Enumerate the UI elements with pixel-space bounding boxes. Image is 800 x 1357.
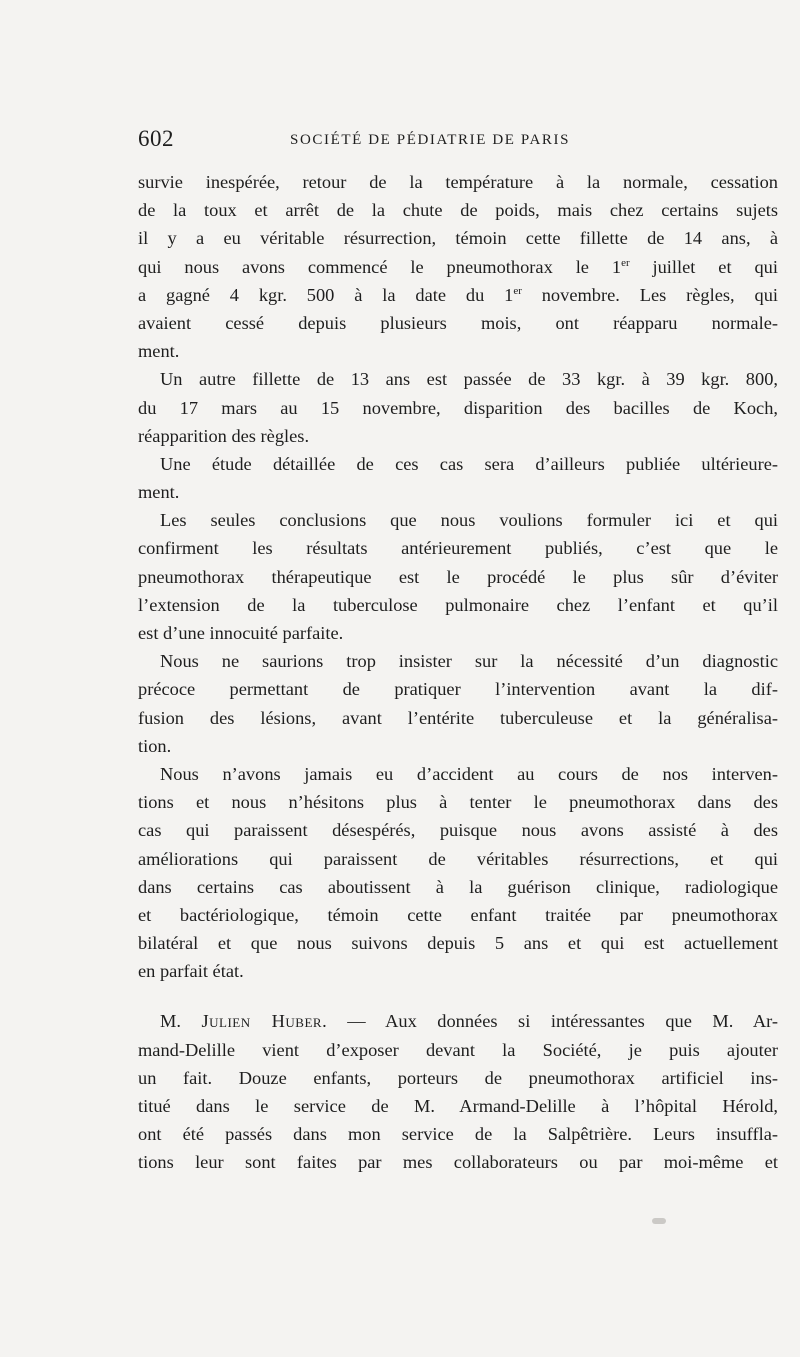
text-line: confirment les résultats antérieurement publiés, c’est que le: [138, 538, 778, 559]
text-line: ment.: [138, 482, 180, 503]
text-run: . — Aux données si intéressantes que M. Ar-: [322, 1011, 778, 1032]
page-number: 602: [138, 126, 174, 151]
ink-smudge: [652, 1218, 666, 1224]
text-line: est d’une innocuité parfaite.: [138, 623, 344, 643]
text-line: de la toux et arrêt de la chute de poids, mais chez certains sujets: [138, 200, 778, 221]
text-line: précoce permettant de pratiquer l’intervention avant la dif-: [138, 679, 778, 700]
text-line: un fait. Douze enfants, porteurs de pneumothorax artificiel ins-: [138, 1067, 778, 1088]
text-line: ment.: [138, 341, 180, 362]
text-line: dans certains cas aboutissent à la guérison clinique, radiologique: [138, 876, 778, 897]
text-run: juillet et qui: [629, 256, 778, 277]
text-line: survie inespérée, retour de la température à la normale, cessation: [138, 172, 778, 192]
paragraph-gap: [138, 985, 778, 1007]
text-line: mand-Delille vient d’exposer devant la Société, je puis ajouter: [138, 1039, 778, 1060]
text-line: Nous n’avons jamais eu d’accident au cours de nos interven-: [160, 763, 778, 784]
body-text: [138, 168, 778, 1177]
text-line: Les seules conclusions que nous voulions formuler ici et qui: [160, 510, 778, 531]
text-line: et bactériologique, témoin cette enfant traitée par pneumothorax: [138, 904, 778, 925]
text-line: en parfait état.: [138, 961, 244, 982]
text-line: l’extension de la tuberculose pulmonaire chez l’enfant et qu’il: [138, 594, 778, 615]
text-line: améliorations qui paraissent de véritables résurrections, et qui: [138, 848, 778, 869]
text-run: M.: [160, 1011, 202, 1032]
running-title: SOCIÉTÉ DE PÉDIATRIE DE PARIS: [290, 132, 571, 148]
superscript: er: [621, 256, 630, 269]
speaker-name: Julien Huber: [201, 1011, 323, 1032]
text-line: réapparition des règles.: [138, 425, 310, 446]
page-header: [138, 126, 778, 156]
text-line: Nous ne saurions trop insister sur la nécessité d’un diagnostic: [160, 651, 778, 672]
text-line: [138, 1007, 778, 1035]
text-line: avaient cessé depuis plusieurs mois, ont réapparu normale-: [138, 312, 778, 333]
text-line: [138, 253, 778, 281]
text-line: titué dans le service de M. Armand-Delille à l’hôpital Hérold,: [138, 1096, 778, 1116]
text-line: fusion des lésions, avant l’entérite tuberculeuse et la généralisa-: [138, 707, 778, 728]
text-line: bilatéral et que nous suivons depuis 5 ans et qui est actuellement: [138, 933, 778, 954]
text-line: Une étude détaillée de ces cas sera d’ailleurs publiée ultérieure-: [160, 453, 778, 474]
text-line: tions et nous n’hésitons plus à tenter le pneumothorax dans des: [138, 792, 778, 813]
text-run: novembre. Les règles, qui: [521, 284, 778, 305]
text-line: cas qui paraissent désespérés, puisque nous avons assisté à des: [138, 820, 778, 841]
text-line: du 17 mars au 15 novembre, disparition des bacilles de Koch,: [138, 397, 778, 418]
text-run: qui nous avons commencé le pneumothorax le 1: [138, 256, 622, 277]
text-line: tions leur sont faites par mes collaborateurs ou par moi-même et: [138, 1152, 778, 1173]
text-run: a gagné 4 kgr. 500 à la date du 1: [138, 284, 514, 305]
text-line: tion.: [138, 735, 172, 756]
superscript: er: [513, 284, 522, 297]
text-line: [138, 281, 778, 309]
text-line: il y a eu véritable résurrection, témoin cette fillette de 14 ans, à: [138, 228, 778, 249]
text-line: pneumothorax thérapeutique est le procédé le plus sûr d’éviter: [138, 566, 778, 587]
text-line: ont été passés dans mon service de la Salpêtrière. Leurs insuffla-: [138, 1124, 778, 1145]
text-line: Un autre fillette de 13 ans est passée de 33 kgr. à 39 kgr. 800,: [160, 369, 778, 390]
